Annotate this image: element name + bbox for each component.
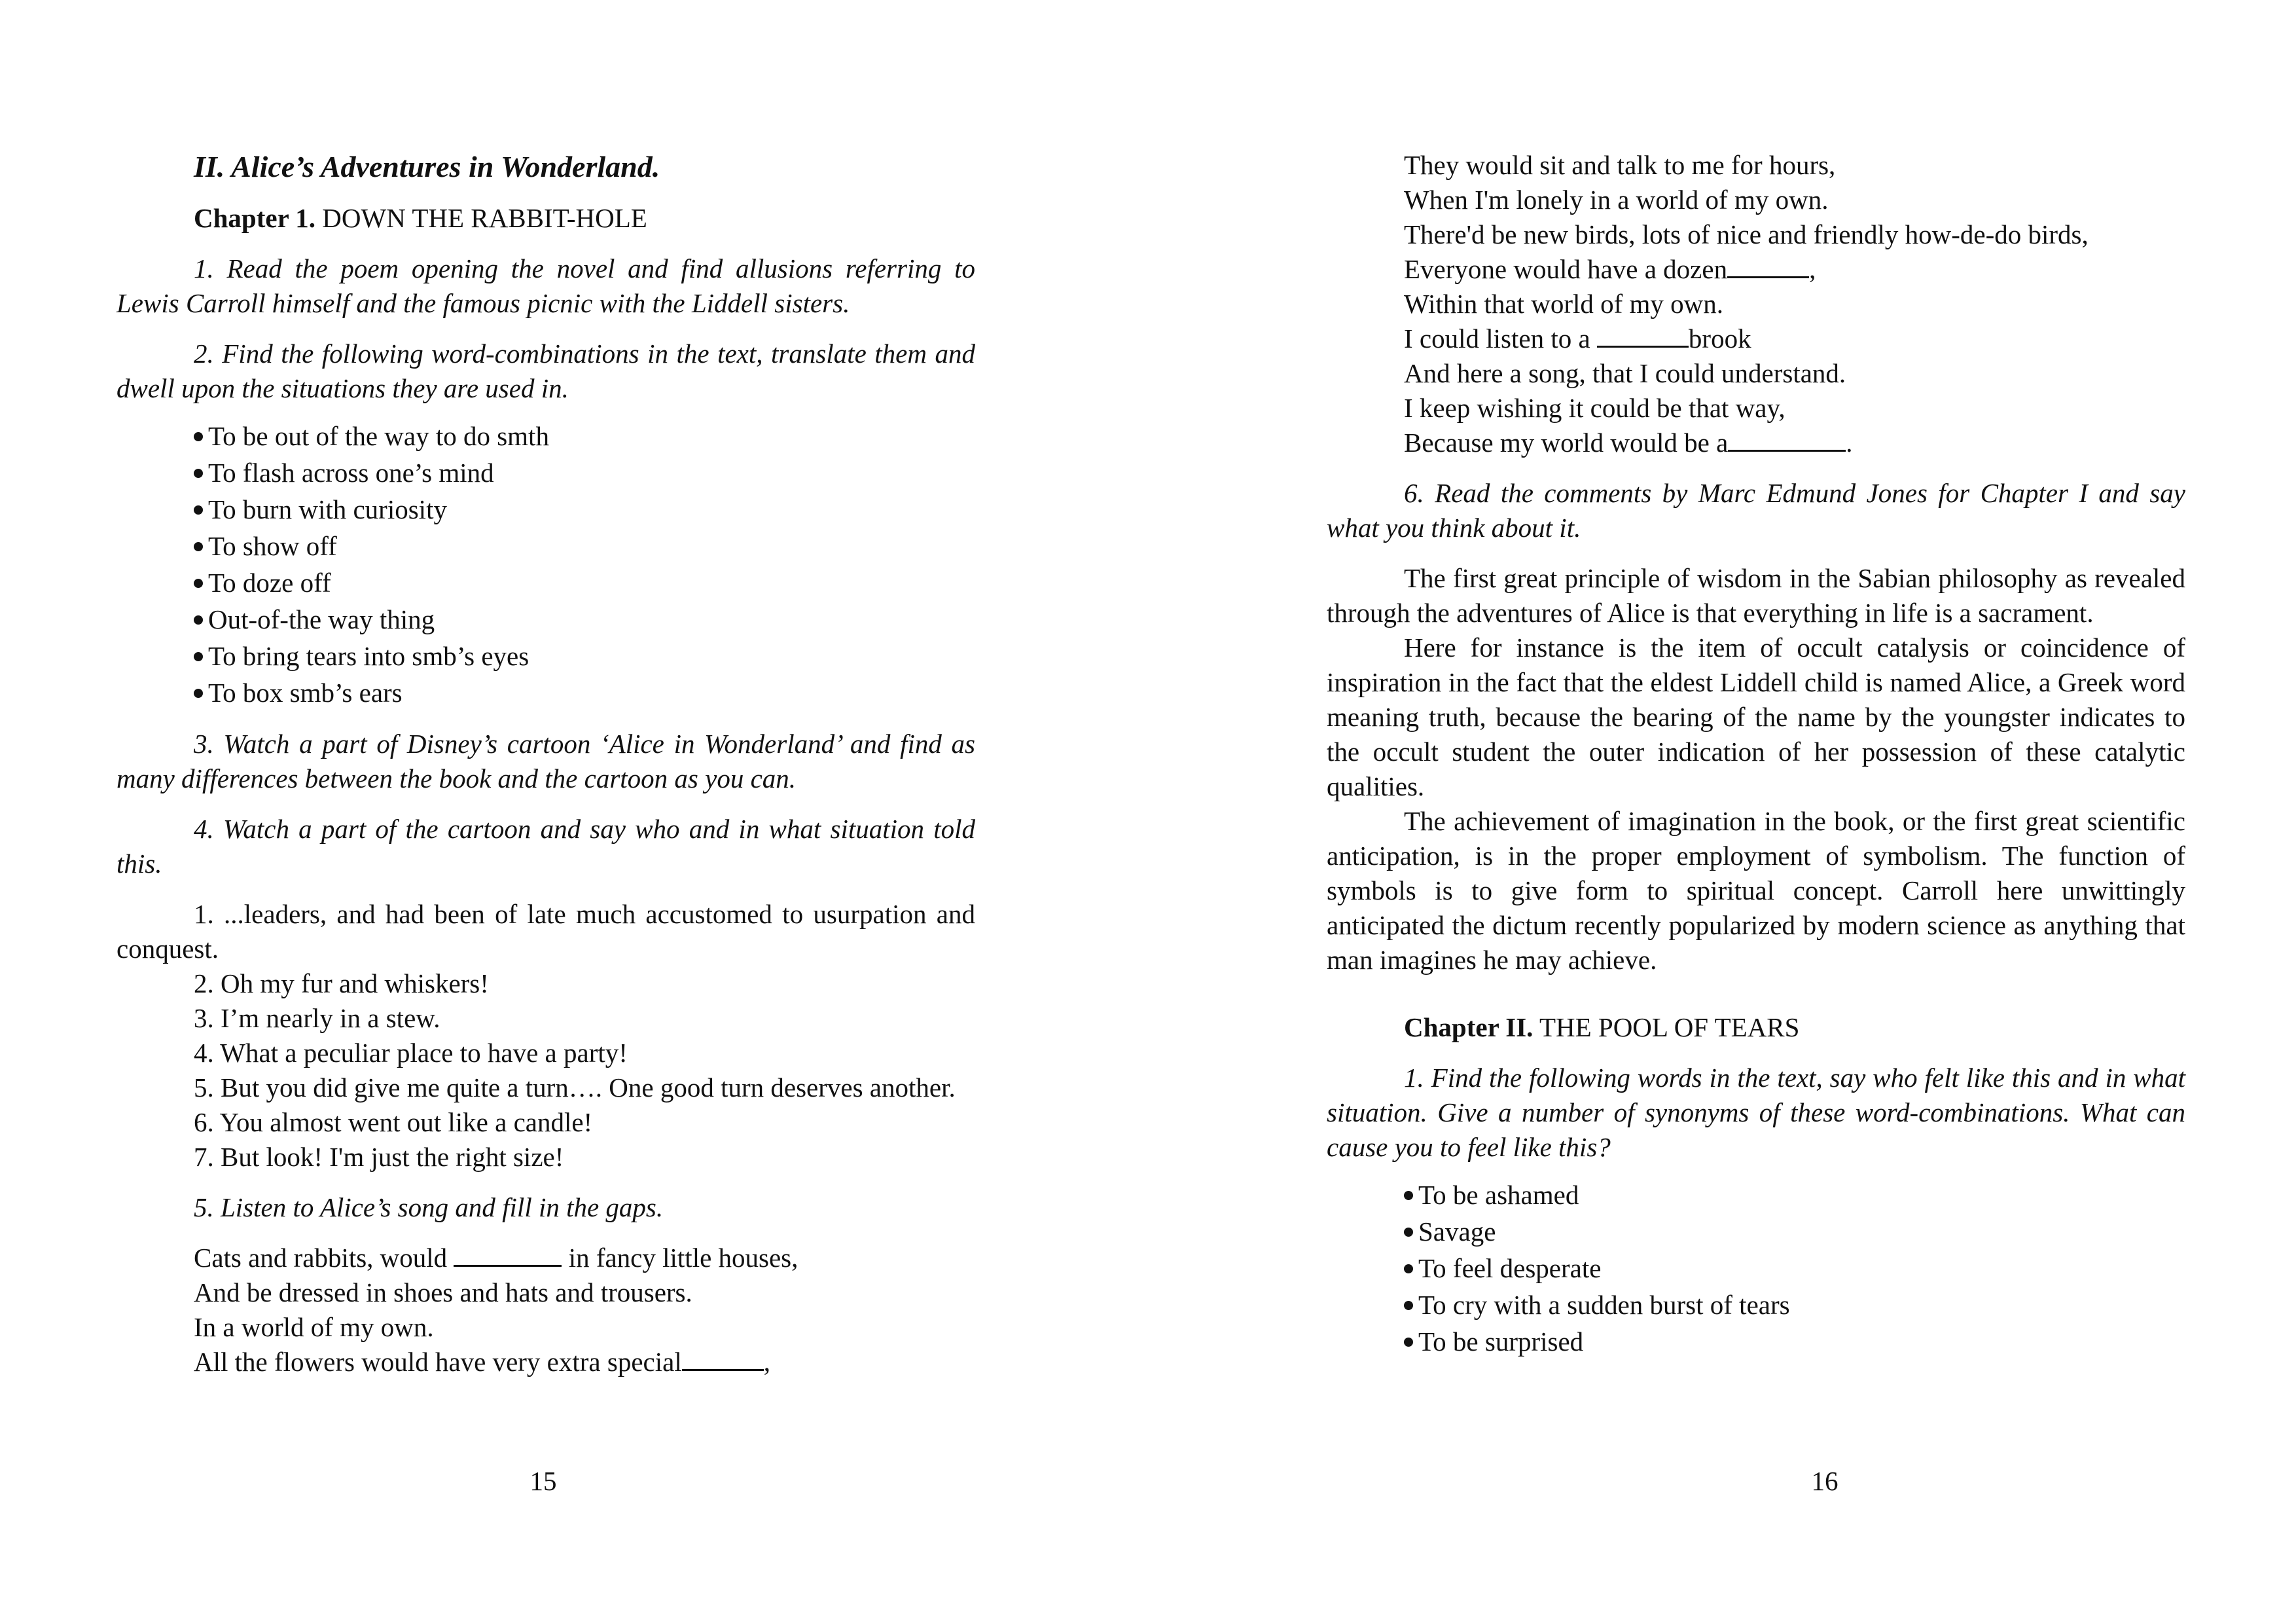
right-page bbox=[1148, 0, 2296, 1623]
right-page-content bbox=[1327, 148, 2185, 1376]
list-item: To box smb’s ears bbox=[194, 674, 975, 711]
quote-item: 4. What a peculiar place to have a party! bbox=[194, 1038, 628, 1068]
song-line: They would sit and talk to me for hours, bbox=[1404, 150, 1836, 180]
list-item: To burn with curiosity bbox=[194, 491, 975, 528]
chapter-title: DOWN THE RABBIT-HOLE bbox=[322, 203, 647, 233]
fill-gap[interactable] bbox=[1728, 428, 1846, 452]
task-1: 1. Read the poem opening the novel and find allusions referring to Lewis Carroll himself and the famous picnic with the Liddell sisters. bbox=[117, 253, 975, 318]
task-6: 6. Read the comments by Marc Edmund Jones for Chapter I and say what you think about it. bbox=[1327, 478, 2185, 543]
song-line: Cats and rabbits, would in fancy little houses, bbox=[194, 1243, 798, 1273]
song-line: In a world of my own. bbox=[194, 1312, 434, 1342]
bullet-icon bbox=[1404, 1338, 1413, 1347]
bullet-icon bbox=[194, 579, 203, 588]
song-line: Because my world would be a . bbox=[1404, 428, 1853, 458]
quote-item: 3. I’m nearly in a stew. bbox=[194, 1003, 440, 1033]
list-item: Out-of-the way thing bbox=[194, 601, 975, 638]
list-item: To be out of the way to do smth bbox=[194, 418, 975, 454]
page-number: 16 bbox=[1811, 1466, 1839, 1496]
left-page-content bbox=[117, 149, 975, 1379]
song-line: All the flowers would have very extra special , bbox=[194, 1347, 770, 1377]
list-item: To be surprised bbox=[1404, 1323, 2185, 1360]
chapter-title: THE POOL OF TEARS bbox=[1539, 1012, 1800, 1042]
list-item: Savage bbox=[1404, 1213, 2185, 1250]
list-item: To be ashamed bbox=[1404, 1176, 2185, 1213]
part-title: II. Alice’s Adventures in Wonderland. bbox=[194, 150, 660, 183]
song-line: And be dressed in shoes and hats and trousers. bbox=[194, 1277, 692, 1307]
chapter-label: Chapter II. bbox=[1404, 1012, 1534, 1042]
song-line: I keep wishing it could be that way, bbox=[1404, 393, 1785, 423]
bullet-icon bbox=[194, 615, 203, 625]
song-verse bbox=[1327, 148, 2185, 460]
bullet-icon bbox=[194, 689, 203, 698]
fill-gap[interactable] bbox=[1727, 254, 1809, 278]
bullet-icon bbox=[194, 505, 203, 515]
fill-gap[interactable] bbox=[454, 1243, 562, 1267]
bullet-icon bbox=[194, 652, 203, 661]
song-line: And here a song, that I could understand. bbox=[1404, 358, 1846, 388]
chapter-label: Chapter 1. bbox=[194, 203, 316, 233]
list-item: To feel desperate bbox=[1404, 1250, 2185, 1286]
task-3: 3. Watch a part of Disney’s cartoon ‘Alice in Wonderland’ and find as many differences between the book and the cartoon as you can. bbox=[117, 729, 975, 793]
fill-gap[interactable] bbox=[682, 1347, 764, 1371]
bullet-icon bbox=[194, 432, 203, 441]
word-list bbox=[1327, 1176, 2185, 1360]
song-line: I could listen to a brook bbox=[1404, 323, 1751, 354]
task-4: 4. Watch a part of the cartoon and say who and in what situation told this. bbox=[117, 814, 975, 879]
quote-item: 6. You almost went out like a candle! bbox=[194, 1107, 593, 1137]
song-line: Within that world of my own. bbox=[1404, 289, 1724, 319]
list-item: To bring tears into smb’s eyes bbox=[194, 638, 975, 674]
song-line: When I'm lonely in a world of my own. bbox=[1404, 185, 1829, 215]
song-verse bbox=[117, 1241, 975, 1379]
task-5: 5. Listen to Alice’s song and fill in the gaps. bbox=[194, 1192, 664, 1222]
bullet-icon bbox=[1404, 1228, 1413, 1237]
task-1: 1. Find the following words in the text, say who felt like this and in what situation. Give a number of synonyms of these word-combinations. What can cause you to feel like this? bbox=[1327, 1063, 2185, 1162]
list-item: To flash across one’s mind bbox=[194, 454, 975, 491]
bullet-icon bbox=[1404, 1191, 1413, 1200]
song-line: Everyone would have a dozen , bbox=[1404, 254, 1816, 284]
fill-gap[interactable] bbox=[1597, 323, 1689, 348]
paragraph: The achievement of imagination in the book, or the first great scientific anticipation, is in the proper employment of symbolism. The function of symbols is to give form to spiritual concept. Carroll here unwittingly anticipated the dictum recently popularized by modern science as anything that man imagines he may achieve. bbox=[1327, 806, 2185, 975]
quote-item: 2. Oh my fur and whiskers! bbox=[194, 968, 489, 998]
bullet-icon bbox=[1404, 1264, 1413, 1273]
chapter-heading bbox=[1404, 1010, 2185, 1045]
chapter-heading bbox=[194, 201, 975, 236]
list-item: To doze off bbox=[194, 564, 975, 601]
quote-item: 1. ...leaders, and had been of late much accustomed to usurpation and conquest. bbox=[117, 899, 975, 964]
quote-item: 7. But look! I'm just the right size! bbox=[194, 1142, 564, 1172]
list-item: To show off bbox=[194, 528, 975, 564]
word-list bbox=[117, 418, 975, 711]
quote-item: 5. But you did give me quite a turn…. One good turn deserves another. bbox=[194, 1072, 956, 1103]
song-line: There'd be new birds, lots of nice and friendly how-de-do birds, bbox=[1404, 219, 2089, 249]
paragraph: Here for instance is the item of occult catalysis or coincidence of inspiration in the fact that the eldest Liddell child is named Alice, a Greek word meaning truth, because the bearing of the name by the youngster indicates to the occult student the outer indication of her possession of these catalytic qualities. bbox=[1327, 632, 2185, 801]
page-number: 15 bbox=[529, 1466, 557, 1496]
task-2: 2. Find the following word-combinations in the text, translate them and dwell upon the situations they are used in. bbox=[117, 338, 975, 403]
paragraph: The first great principle of wisdom in the Sabian philosophy as revealed through the adventures of Alice is that everything in life is a sacrament. bbox=[1327, 563, 2185, 628]
quote-list bbox=[117, 897, 975, 1175]
list-item: To cry with a sudden burst of tears bbox=[1404, 1286, 2185, 1323]
bullet-icon bbox=[194, 469, 203, 478]
bullet-icon bbox=[1404, 1301, 1413, 1310]
bullet-icon bbox=[194, 542, 203, 551]
